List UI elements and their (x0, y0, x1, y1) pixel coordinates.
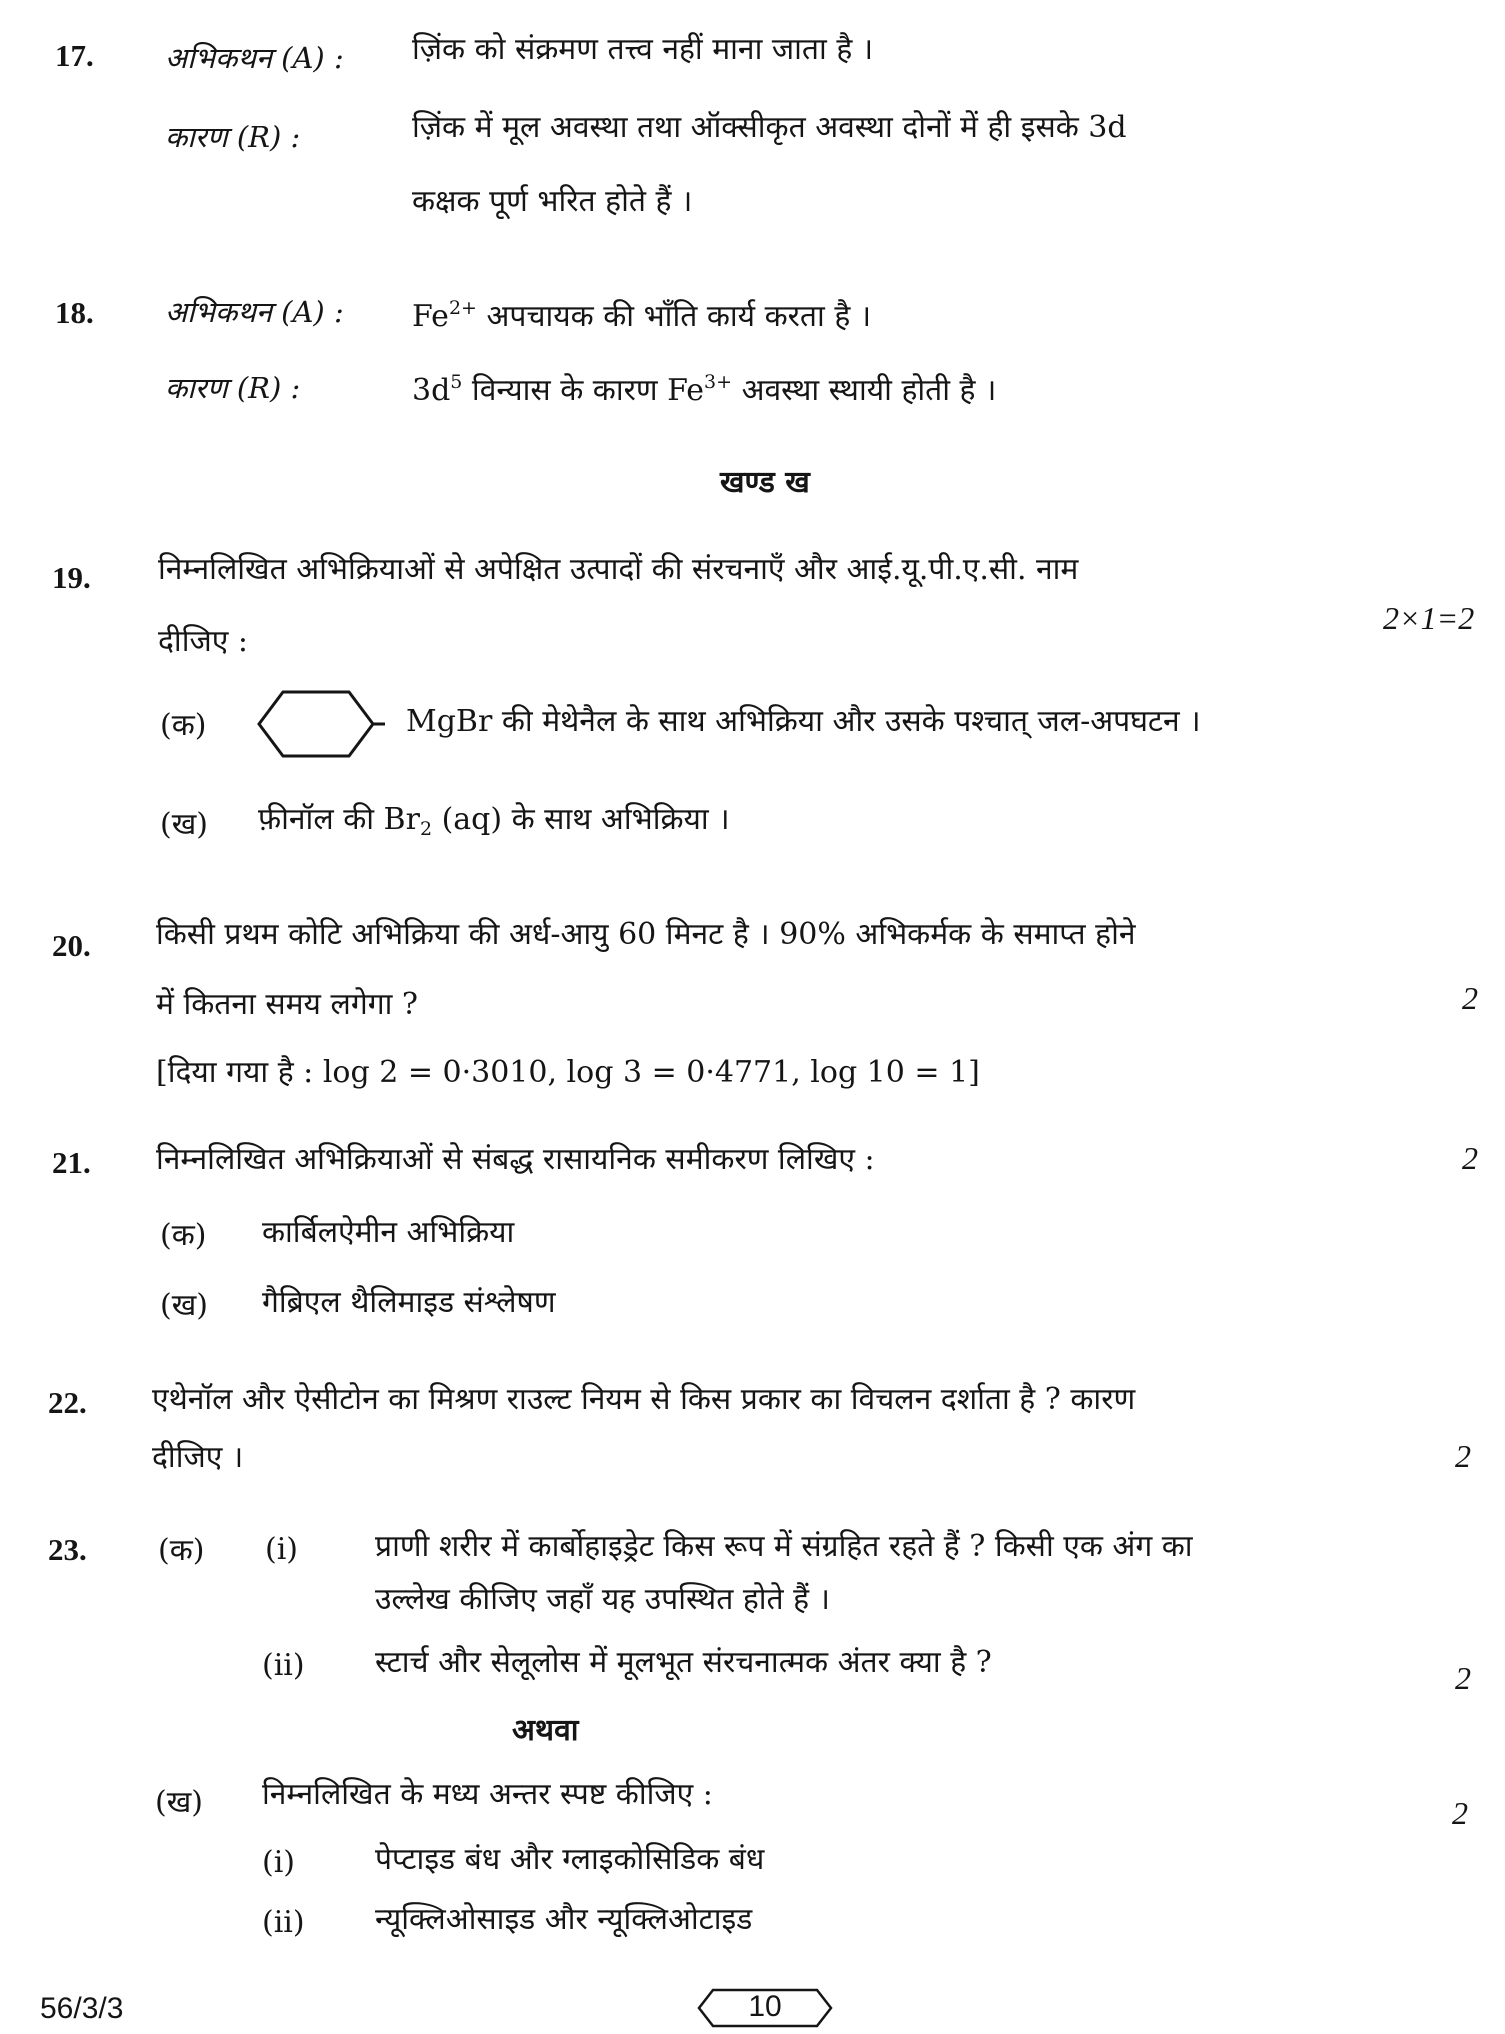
q23-part-a-ii-label: (ii) (262, 1648, 305, 1683)
q18-reason-label: कारण (R) : (165, 371, 301, 405)
q20-line2: में कितना समय लगेगा ? (156, 987, 419, 1022)
q20-line1: किसी प्रथम कोटि अभिक्रिया की अर्ध-आयु 60 मिनट है । 90% अभिकर्मक के समाप्त होने (156, 917, 1136, 952)
q23-part-a-i-line1: प्राणी शरीर में कार्बोहाइड्रेट किस रूप में संग्रहित रहते हैं ? किसी एक अंग का (375, 1529, 1193, 1564)
q17-assertion-label: अभिकथन (A) : (165, 41, 344, 75)
q18-assertion-label: अभिकथन (A) : (165, 295, 344, 329)
paper-code: 56/3/3 (40, 1992, 124, 2025)
q17-reason-line2: कक्षक पूर्ण भरित होते हैं । (412, 184, 693, 219)
q21-part-b-label: (ख) (160, 1288, 208, 1323)
q17-number: 17. (55, 38, 94, 73)
q23-part-b-label: (ख) (155, 1785, 203, 1820)
cyclohexyl-ring-icon (255, 688, 385, 764)
q22-line1: एथेनॉल और ऐसीटोन का मिश्रण राउल्ट नियम से किस प्रकार का विचलन दर्शाता है ? कारण (152, 1382, 1136, 1417)
q19-line1: निम्नलिखित अभिक्रियाओं से अपेक्षित उत्पादों की संरचनाएँ और आई.यू.पी.ए.सी. नाम (158, 552, 1079, 587)
q18-assertion-text: $Fe^{2+}$ अपचायक की भाँति कार्य करता है । (412, 297, 872, 334)
q21-part-a-label: (क) (160, 1218, 207, 1253)
q21-marks: 2 (1462, 1140, 1478, 1176)
q23-number: 23. (48, 1532, 87, 1567)
q23-part-b-ii-text: न्यूक्लिओसाइड और न्यूक्लिओटाइड (375, 1902, 753, 1937)
q19-number: 19. (52, 560, 91, 595)
q23-part-a-i-line2: उल्लेख कीजिए जहाँ यह उपस्थित होते हैं । (375, 1582, 831, 1617)
q23-part-a-i-label: (i) (265, 1532, 299, 1567)
q20-number: 20. (52, 928, 91, 963)
q22-number: 22. (48, 1385, 87, 1420)
q17-reason-label: कारण (R) : (165, 120, 301, 154)
q23-part-b-ii-label: (ii) (262, 1905, 305, 1940)
q23-part-a-ii-text: स्टार्च और सेलूलोस में मूलभूत संरचनात्मक अंतर क्या है ? (375, 1645, 992, 1680)
q23-part-a-marks: 2 (1455, 1660, 1471, 1696)
q19-part-b-label: (ख) (160, 807, 208, 842)
q18-reason-text: $3d^5$ विन्यास के कारण $Fe^{3+}$ अवस्था स्थायी होती है । (412, 371, 997, 408)
q17-reason-line1: ज़िंक में मूल अवस्था तथा ऑक्सीकृत अवस्था दोनों में ही इसके 3d (412, 110, 1127, 145)
q20-given: [दिया गया है : log 2 = 0·3010, log 3 = 0·4771, log 10 = 1] (156, 1055, 980, 1090)
q22-marks: 2 (1455, 1438, 1471, 1474)
page-number: 10 (748, 1990, 782, 2023)
q20-marks: 2 (1462, 980, 1478, 1016)
q19-part-b-text: फ़ीनॉल की $Br_2$ (aq) के साथ अभिक्रिया । (258, 802, 730, 840)
q21-part-b-text: गैब्रिएल थैलिमाइड संश्लेषण (262, 1285, 556, 1320)
q23-part-b-marks: 2 (1452, 1795, 1468, 1831)
section-heading: खण्ड ख (720, 465, 810, 500)
q23-part-b-i-label: (i) (262, 1845, 296, 1880)
q23-or-divider: अथवा (512, 1713, 579, 1748)
q21-part-a-text: कार्बिलऐमीन अभिक्रिया (262, 1215, 515, 1250)
q19-part-a-label: (क) (160, 708, 207, 743)
q21-line1: निम्नलिखित अभिक्रियाओं से संबद्ध रासायनिक समीकरण लिखिए : (156, 1142, 875, 1177)
q19-part-a-text: MgBr की मेथेनैल के साथ अभिक्रिया और उसके पश्चात् जल-अपघटन । (406, 704, 1201, 739)
q21-number: 21. (52, 1145, 91, 1180)
q19-line2: दीजिए : (158, 624, 248, 659)
q23-part-a-label: (क) (158, 1533, 205, 1568)
q22-line2: दीजिए । (152, 1440, 244, 1475)
q17-assertion-text: ज़िंक को संक्रमण तत्त्व नहीं माना जाता है । (412, 32, 874, 67)
q23-part-b-i-text: पेप्टाइड बंध और ग्लाइकोसिडिक बंध (375, 1842, 765, 1877)
q23-part-b-text: निम्नलिखित के मध्य अन्तर स्पष्ट कीजिए : (262, 1777, 713, 1812)
q19-marks: 2×1=2 (1383, 600, 1475, 636)
q18-number: 18. (55, 295, 94, 330)
